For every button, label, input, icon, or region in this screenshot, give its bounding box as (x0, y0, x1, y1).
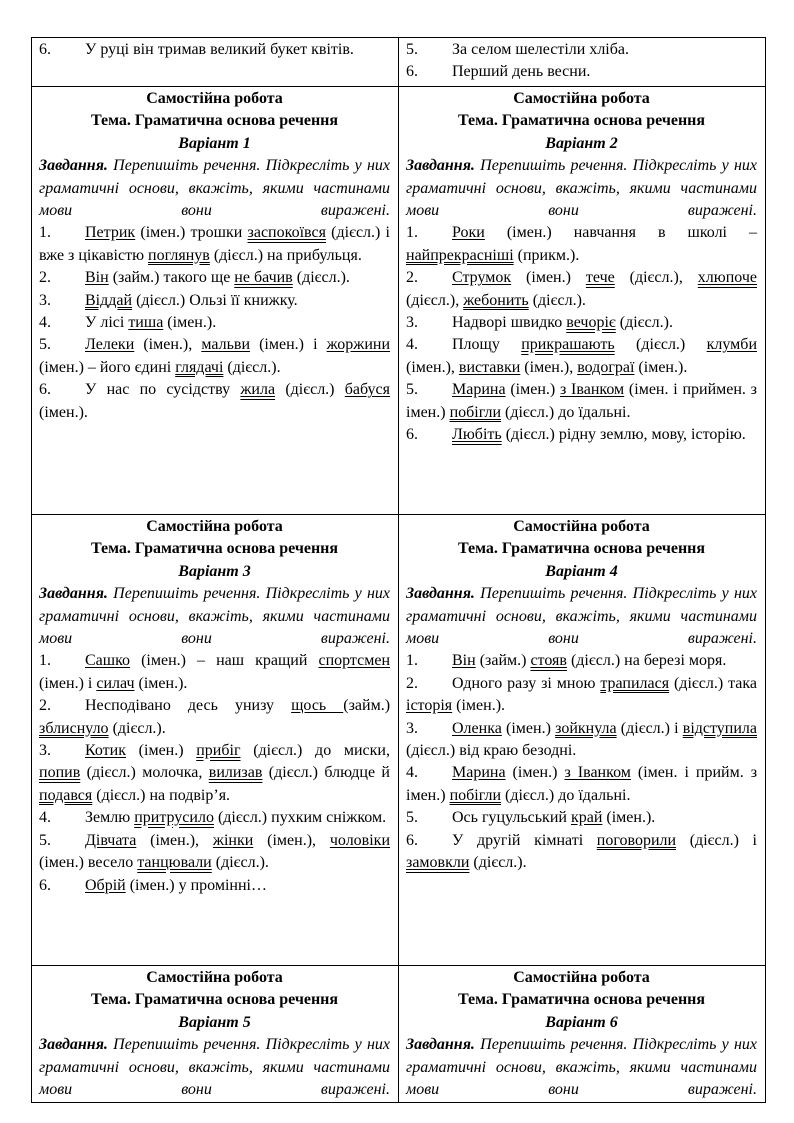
text: (дієсл.) до їдальні. (501, 786, 631, 804)
text: (дієсл.) на березі моря. (566, 652, 727, 670)
sentence-number: 4. (39, 314, 51, 332)
subject-word: силач (96, 674, 135, 692)
subject-word: Марина (452, 764, 506, 782)
sentence-5 (39, 334, 390, 379)
subject-word: Обрій (85, 876, 126, 894)
task-label: Завдання. (406, 1036, 475, 1054)
variant-5-cell (32, 966, 399, 1103)
sentence-number: 2. (406, 269, 418, 287)
text: Площу (452, 336, 522, 354)
task-instruction (39, 1034, 390, 1101)
topic-heading: Тема. Граматична основа речення (457, 540, 706, 558)
sentence-1 (406, 222, 757, 267)
sentence-number: 1. (39, 652, 51, 670)
sentence-number: 3. (406, 719, 418, 737)
text: Ось гуцульський (452, 809, 571, 827)
predicate-word: трапилася (600, 674, 670, 692)
subject-word: спортсмен (318, 652, 390, 670)
subject-word: край (570, 809, 603, 827)
predicate-word: зойкнула (555, 719, 617, 737)
sentence-1 (39, 650, 390, 695)
sentence-6 (406, 830, 757, 875)
text: (імен.). (602, 809, 656, 827)
predicate-word: поглянув (148, 246, 210, 264)
text: (дієсл.) і (616, 719, 683, 737)
subject-word: водограї (577, 358, 635, 376)
work-heading: Самостійна робота (513, 969, 650, 986)
sentence-number: 6. (39, 876, 51, 894)
sentence-number: 2. (39, 269, 51, 287)
task-text: Перепишіть речення. Підкресліть у них граматичні основи, вкажіть, якими частинами мови вони виражені. (406, 1036, 758, 1099)
task-instruction (406, 1034, 757, 1101)
text: (імен.). (452, 697, 506, 715)
sentence (406, 61, 757, 83)
predicate-word: побігли (449, 403, 502, 421)
sentence-number: 2. (39, 697, 51, 715)
text: (дієсл.) до миски, (240, 742, 390, 760)
sentence-number: 5. (39, 336, 51, 354)
work-heading: Самостійна робота (513, 90, 650, 107)
sentence (406, 39, 757, 61)
text: (займ.) такого ще (108, 269, 235, 287)
predicate-word: вилизав (208, 764, 263, 782)
top-left-cell (32, 38, 399, 87)
text: У лісі (85, 314, 129, 332)
work-heading: Самостійна робота (513, 518, 650, 535)
text: (дієсл.). (528, 291, 586, 309)
text: (імен.), (134, 336, 202, 354)
task-text: Перепишіть речення. Підкресліть у них граматичні основи, вкажіть, якими частинами мови вони виражені. (39, 585, 391, 648)
sentence-3 (39, 290, 390, 312)
task-label: Завдання. (406, 585, 475, 603)
text: (імен.) (501, 719, 556, 737)
subject-word: Марина (452, 381, 506, 399)
sentence-3 (406, 312, 757, 334)
text: Землю (85, 809, 135, 827)
predicate-word: попив (39, 764, 81, 782)
sentence-6 (39, 875, 390, 897)
sentence-number: 5. (406, 809, 418, 827)
sentence-2 (406, 267, 757, 312)
task-label: Завдання. (39, 1036, 108, 1054)
subject-word: Котик (85, 742, 126, 760)
text: (дієсл.) молочка, (80, 764, 209, 782)
predicate-word: тече (585, 269, 615, 287)
predicate-word: побігли (449, 786, 502, 804)
subject-word: Оленка (452, 719, 502, 737)
subject-word: Дівчата (85, 831, 137, 849)
sentence-number: 1. (406, 652, 418, 670)
sentence-number: 4. (406, 764, 418, 782)
sentence-number: 3. (39, 291, 51, 309)
variant-2-cell (399, 87, 766, 515)
text: Несподівано десь унизу (85, 697, 292, 715)
sentence-number: 4. (39, 809, 51, 827)
subject-word: Лелеки (85, 336, 135, 354)
predicate-word: не бачив (234, 269, 293, 287)
text: (дієсл.) від краю безодні. (406, 742, 577, 760)
text: (імен.). (39, 403, 88, 421)
sentence-5 (406, 379, 757, 424)
text: (імен.) навчання в школі – (484, 224, 757, 242)
sentence-number: 6. (39, 381, 51, 399)
text: (дієсл.), (614, 269, 698, 287)
predicate-word: притрусило (134, 809, 214, 827)
text: У нас по сусідству (85, 381, 241, 399)
text: Надворі швидко (452, 314, 567, 332)
task-instruction (39, 583, 390, 650)
subject-word: Роки (452, 224, 485, 242)
text: (імен.). (134, 674, 188, 692)
sentence-5 (406, 807, 757, 829)
task-text: Перепишіть речення. Підкресліть у них граматичні основи, вкажіть, якими частинами мови вони виражені. (39, 1036, 391, 1099)
text: (імен.). (163, 314, 217, 332)
sentence-number: 4. (406, 336, 418, 354)
text: (дієсл.) пухким сніжком. (213, 809, 387, 827)
predicate-word: відступила (682, 719, 758, 737)
predicate-word: хлюпоче (697, 269, 757, 287)
predicate-word: замовкли (406, 854, 470, 872)
sentence-number: 2. (406, 674, 418, 692)
predicate-word: зблиснуло (39, 719, 109, 737)
variant-title: Варіант 1 (178, 134, 251, 152)
subject-word: Він (452, 652, 476, 670)
text: (дієсл.) така (669, 674, 758, 692)
subject-word: з Іванком (564, 764, 631, 782)
sentence-3 (39, 740, 390, 807)
sentence-number: 6. (406, 831, 418, 849)
predicate-word: прибіг (196, 742, 241, 760)
sentence-2 (39, 267, 390, 289)
text: (імен.) і (250, 336, 327, 354)
text: (дієсл.) і (676, 831, 758, 849)
text: (дієсл.). (292, 269, 350, 287)
text: (дієсл.). (223, 358, 281, 376)
task-label: Завдання. (39, 157, 108, 175)
text: (імен.) – наш кращий (130, 652, 319, 670)
text: (імен.) весело (39, 854, 138, 872)
text: (імен.) (511, 269, 586, 287)
subject-word: тиша (128, 314, 164, 332)
predicate-word: найпрекрасніші (406, 246, 514, 264)
top-right-cell (399, 38, 766, 87)
text: (імен.), (406, 358, 459, 376)
text: (імен.) і (39, 674, 97, 692)
text: (дієсл.), (406, 291, 464, 309)
text: У другій кімнаті (452, 831, 597, 849)
sentence-1 (39, 222, 390, 267)
task-instruction (39, 155, 390, 222)
text: (імен.), (253, 831, 330, 849)
sentence-number: 3. (406, 314, 418, 332)
task-instruction (406, 155, 757, 222)
predicate-word: жила (240, 381, 276, 399)
text: (імен.). (634, 358, 688, 376)
text: (дієсл.) рідну землю, мову, історію. (501, 426, 746, 444)
variant-title: Варіант 6 (545, 1013, 618, 1031)
sentence-3 (406, 718, 757, 763)
text: (дієсл.) на подвір’я. (92, 786, 231, 804)
text: (дієсл.) і вже з цікавістю (39, 224, 390, 264)
sentence-number: 1. (406, 224, 418, 242)
sentence-4 (39, 312, 390, 334)
sentence-6 (406, 424, 757, 446)
subject-word: Він (85, 269, 109, 287)
sentence-text: За селом шелестіли хліба. (452, 41, 629, 58)
sentence-2 (39, 695, 390, 740)
predicate-word: заспокоївся (247, 224, 326, 242)
predicate-word: поговорили (596, 831, 677, 849)
predicate-word: подався (39, 786, 93, 804)
sentence-number: 5. (39, 831, 51, 849)
task-text: Перепишіть речення. Підкресліть у них граматичні основи, вкажіть, якими частинами мови вони виражені. (406, 585, 758, 648)
topic-heading: Тема. Граматична основа речення (90, 540, 339, 558)
text: (імен.), (136, 831, 213, 849)
text: (дієсл.) Ользі її книжку. (132, 291, 298, 309)
worksheet-table (31, 37, 766, 1103)
work-heading: Самостійна робота (146, 518, 283, 535)
text: (імен. і прийм. з імен.) (406, 764, 758, 804)
sentence-text: У руці він тримав великий букет квітів. (85, 41, 354, 58)
topic-heading: Тема. Граматична основа речення (90, 112, 339, 130)
variant-4-cell (399, 515, 766, 966)
text: (імен.) у промінні… (125, 876, 267, 894)
text: (займ.) (475, 652, 531, 670)
subject-word: жоржини (326, 336, 391, 354)
text: (імен.) (505, 381, 560, 399)
subject-word: щось (291, 697, 344, 715)
work-heading: Самостійна робота (146, 90, 283, 107)
variant-title: Варіант 4 (545, 562, 618, 580)
variant-title: Варіант 5 (178, 1013, 251, 1031)
sentence-4 (39, 807, 390, 829)
sentence-6 (39, 379, 390, 424)
work-heading: Самостійна робота (146, 969, 283, 986)
predicate-word: танцювали (137, 854, 212, 872)
predicate-word: вечоріє (566, 314, 616, 332)
text: (дієсл.) (275, 381, 345, 399)
subject-word: бабуся (344, 381, 390, 399)
text: Одного разу зі мною (452, 674, 601, 692)
predicate-word: жебонить (463, 291, 529, 309)
predicate-word: глядачі (175, 358, 224, 376)
sentence (39, 39, 390, 61)
sentence-4 (406, 334, 757, 379)
sentence-number: 3. (39, 742, 51, 760)
sentence-2 (406, 673, 757, 718)
text: (дієсл.) до їдальні. (501, 403, 631, 421)
text: (дієсл.) на прибульця. (209, 246, 362, 264)
text: (дієсл.) (614, 336, 707, 354)
subject-word: чоловіки (329, 831, 391, 849)
subject-word: жінки (212, 831, 254, 849)
sentence-number: 5. (406, 381, 418, 399)
text: (дієсл.). (211, 854, 269, 872)
text: (імен. і приймен. з імен.) (406, 381, 758, 421)
task-label: Завдання. (39, 585, 108, 603)
subject-word: Петрик (85, 224, 136, 242)
task-label: Завдання. (406, 157, 475, 175)
text: (імен.) – його єдині (39, 358, 176, 376)
task-instruction (406, 583, 757, 650)
sentence-number: 6. (406, 63, 418, 81)
variant-6-cell (399, 966, 766, 1103)
subject-word: з Іванком (559, 381, 625, 399)
sentence-1 (406, 650, 757, 672)
subject-word: мальви (201, 336, 250, 354)
variant-title: Варіант 3 (178, 562, 251, 580)
task-text: Перепишіть речення. Підкресліть у них граматичні основи, вкажіть, якими частинами мови вони виражені. (406, 157, 758, 220)
subject-word: історія (406, 697, 453, 715)
sentence-text: Перший день весни. (452, 63, 591, 81)
predicate-word: стояв (530, 652, 567, 670)
sentence-number: 6. (39, 41, 51, 58)
sentence-number: 5. (406, 41, 418, 58)
subject-word: виставки (458, 358, 521, 376)
topic-heading: Тема. Граматична основа речення (90, 991, 339, 1009)
text: (дієсл.). (108, 719, 166, 737)
text: (дієсл.). (615, 314, 673, 332)
predicate-word: Віддай (85, 291, 133, 309)
text: (займ.) (343, 697, 391, 715)
task-text: Перепишіть речення. Підкресліть у них граматичні основи, вкажіть, якими частинами мови вони виражені. (39, 157, 391, 220)
text: (дієсл.) блюдце й (262, 764, 390, 782)
sentence-number: 1. (39, 224, 51, 242)
text: (імен.) (126, 742, 197, 760)
subject-word: Струмок (452, 269, 512, 287)
sentence-number: 6. (406, 426, 418, 444)
sentence-5 (39, 830, 390, 875)
text: (імен.), (520, 358, 578, 376)
text: (імен.) трошки (135, 224, 248, 242)
text: (імен.) (505, 764, 565, 782)
predicate-word: Любіть (452, 426, 502, 444)
text: (прикм.). (513, 246, 580, 264)
topic-heading: Тема. Граматична основа речення (457, 991, 706, 1009)
variant-1-cell (32, 87, 399, 515)
text: (дієсл.). (469, 854, 527, 872)
variant-3-cell (32, 515, 399, 966)
subject-word: Сашко (85, 652, 131, 670)
sentence-4 (406, 762, 757, 807)
predicate-word: прикрашають (521, 336, 615, 354)
variant-title: Варіант 2 (545, 134, 618, 152)
subject-word: клумби (706, 336, 757, 354)
topic-heading: Тема. Граматична основа речення (457, 112, 706, 130)
